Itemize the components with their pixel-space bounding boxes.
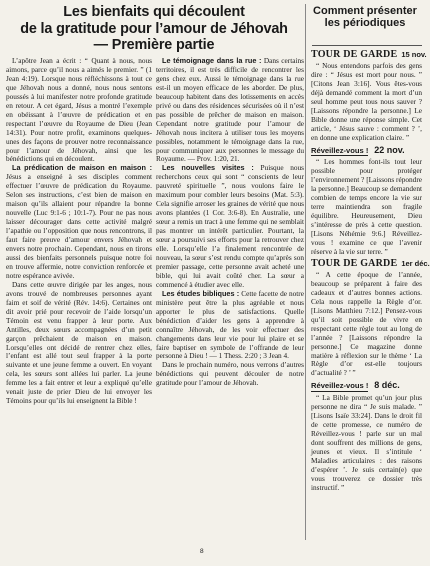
presentation-awake-nov22: “ Les hommes font-ils tout leur possible pour protéger l’environnement ? [Laissons répondre la personne.] Beaucoup se demandent combien de temps encore la vie sur terre maintiendra son fragile équilibre. Heureusement, Dieu s’intéresse de près à cette question. [Lisons Néhémie 9:6.] Réveillez-vous ! examine ce que l’avenir réserve à la vie sur terre. ” [311, 157, 422, 257]
antilles-paragraph: Dans cette œuvre dirigée par les anges, nous avons trouvé de nombreuses personnes ayant faim et soif de vérité (Rév. 14:6). Certaines ont dit avoir prié pour recevoir de l’aide lorsqu’un Témoin est venu frapper à leur porte. Aux Antilles, deux sœurs accompagnées d’un petit garçon prêchaient de maison en maison. Lorsqu’elles ont décidé de rentrer chez elles, l’enfant est allé tout seul frapper à la porte suivante et une jeune femme a ouvert. En voyant cela, les sœurs sont allées lui parler. La jeune femme les a fait entrer et leur a expliqué qu’elle venait juste de prier Dieu de lui envoyer les Témoins pour qu’ils lui enseignent la Bible ! [6, 279, 152, 406]
issue-date: 15 nov. [401, 50, 427, 59]
section-heading-street: Le témoignage dans la rue : [162, 56, 262, 65]
section-return-visits [156, 164, 304, 289]
section-text-return-visits: Puisque nous recherchons ceux qui sont “ conscients de leur pauvreté spirituelle ”, nous voulons faire le maximum pour combler leurs besoins (Mat. 5:3). Cela signifie arroser les graines de vérité que nous avons plantées (1 Cor. 3:6-8). En Australie, une sœur a remis un tract à une femme qui ne semblait pas montrer un intérêt particulier. Pourtant, la sœur a poursuivi ses efforts pour la retrouver chez elle. Lorsqu’elle l’a finalement rencontrée de nouveau, la sœur s’est rendu compte qu’après son premier passage, cette personne avait acheté une bible, qui lui avait coûté cher. La sœur a commencé à étudier avec elle. [156, 163, 304, 289]
sidebar-title-line-2: les périodiques [324, 17, 406, 30]
section-heading-return-visits: Les nouvelles visites : [162, 163, 254, 173]
awake-logo: Réveillez-vous ! [311, 145, 369, 155]
sidebar-title-rule [312, 45, 422, 46]
section-text-bible-studies: Cette facette de notre ministère peut être la plus agréable et nous apporter le plus de satisfactions. Quelle bénédiction d’aider les gens à apprendre à connaître Jéhovah, de les voir effectuer des changements dans leur vie pour lui plaire et se faire baptiser en symbole de l’offrande de leur personne à Dieu ! — 1 Thess. 2:20 ; 3 Jean 4. [156, 288, 304, 361]
issue-date: 22 nov. [374, 144, 405, 155]
section-heading-bible-studies: Les études bibliques : [162, 288, 240, 298]
page-number: 8 [200, 548, 204, 555]
article-column-1 [6, 57, 152, 537]
article-title-line-2: de la gratitude pour l’amour de Jéhovah [20, 20, 288, 37]
issue-date: 8 déc. [374, 380, 400, 391]
sidebar-presentations [311, 48, 430, 538]
article-title-line-1: Les bienfaits qui découlent [63, 4, 245, 20]
closing-paragraph: Dans le prochain numéro, nous verrons d’autres bénédictions qui peuvent découler de notre gratitude pour l’amour de Jéhovah. [156, 360, 304, 388]
presentation-watchtower-nov15: “ Nous entendons parfois des gens dire : “ Jésus est mort pour nous. ” [Citons Jean 3:16]. Vous êtes-vous déjà demandé comment la mort d’un seul homme peut tous nous sauver ? [Laissons répondre la personne.] Le Bible donne une réponse simple. Cet article, ‘ Jésus sauve : comment ? ’, en donne une explication claire. ” [311, 60, 422, 142]
presentation-watchtower-dec1: “ A cette époque de l’année, beaucoup se préparent à faire des cadeaux et d’autres bonnes actions. Cela nous rappelle la Règle d’or. [Lisons Matthieu 7:12.] Pensez-vous qu’il soit possible de vivre en respectant cette règle tout au long de l’année ? [Laissons répondre la personne.] Ce magazine donne matière à réflexion sur le thème ‘ La Règle d’or est-elle toujours d’actualité ? ’ ” [311, 269, 422, 378]
section-street-witnessing [156, 57, 304, 164]
sidebar-title-line-1: Comment présenter [313, 5, 417, 17]
article-title [8, 4, 300, 54]
awake-logo: Réveillez-vous ! [311, 381, 369, 391]
awake-dec8-header [311, 378, 422, 394]
intro-paragraph: L’apôtre Jean a écrit : “ Quant à nous, nous aimons, parce qu’il nous a aimés le premier. ” (1 Jean 4:19). Lorsque nous réfléchissons à tout ce que Jéhovah nous a donné, nous nous sentons poussés à lui manifester notre profonde gratitude en retour. A cet égard, Jésus a montré l’exemple en obéissant à l’œuvre de prédication et en respectant l’œuvre du Royaume de Dieu (Jean 14:31). Pour notre profit, examinons quelques-unes des façons de prouver notre reconnaissance pour l’amour de Jéhovah, ainsi que les bénédictions qui en découlent. [6, 56, 152, 164]
presentation-awake-dec8: “ La Bible promet qu’un jour plus personne ne dira “ Je suis malade. ” [Lisons Isaïe 33:24]. Dans le droit fil de cette promesse, ce numéro de Réveillez-vous ! parle sur un mal dont souffrent des millions de gens, jeunes et vieux. Il s’intitule ‘ Maladies articulaires : des raisons d’espérer ’. Je suis certain(e) que vous trouverez ce dossier très instructif. ” [311, 393, 422, 492]
section-house-to-house [6, 164, 152, 280]
column-divider [305, 4, 306, 540]
section-text-house-to-house: Jésus a enseigné à ses disciples comment effectuer l’œuvre de prédication du Royaume. Selon ses instructions, c’est bien de maison en maison qu’ils allaient pour répandre la bonne nouvelle (Luc 9:1-6 ; 10:1-7). Pour ne pas nous laisser décourager dans cette activité malgré l’apathie ou l’opposition que nous rencontrons, il faut faire preuve d’amour envers Jéhovah et envers notre prochain. Cependant, nous en tirons aussi des bienfaits personnels puisque notre foi en trouve affermie, notre conviction renforcée et notre espérance avivée. [6, 172, 152, 280]
section-text-street: Dans certains territoires, il est très difficile de rencontrer les gens chez eux. Aussi le témoignage dans la rue est-il un moyen efficace de les aborder. De plus, beaucoup habitent dans des lotissements en accès privé ou dans des résidences sécurisées où il n’est pas possible de prêcher de maison en maison. Cependant notre gratitude pour l’amour de Jéhovah nous incitera à utiliser tous les moyens possibles, notamment le témoignage dans la rue, pour communiquer aux personnes le message du Royaume. — Prov. 1:20, 21. [156, 56, 304, 164]
watchtower-logo: TOUR DE GARDE [311, 257, 398, 269]
sidebar-title [309, 5, 421, 30]
watchtower-logo: TOUR DE GARDE [311, 49, 398, 60]
article-column-2 [156, 57, 304, 537]
awake-nov22-header [311, 143, 422, 159]
section-bible-studies [156, 290, 304, 362]
article-title-line-3: — Première partie [93, 37, 215, 53]
watchtower-nov15-header [311, 49, 427, 60]
section-heading-house-to-house: La prédication de maison en maison : [12, 163, 152, 173]
issue-date: 1er déc. [401, 258, 430, 268]
watchtower-dec1-header [311, 257, 430, 269]
